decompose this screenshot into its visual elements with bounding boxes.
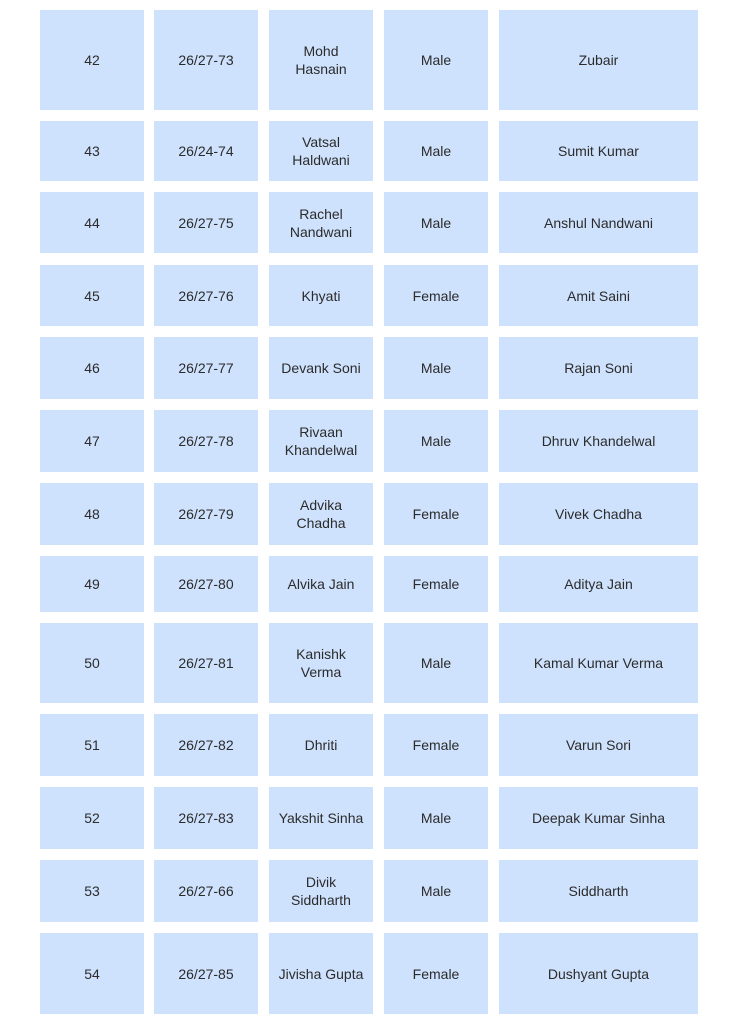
cell-student-name: [269, 192, 373, 253]
cell-parent-name-text: Rajan Soni: [564, 360, 633, 376]
cell-admission-no: [154, 483, 258, 545]
cell-student-name-text: Jivisha Gupta: [278, 965, 364, 982]
table-row: [0, 860, 738, 922]
cell-student-name-text: Mohd Hasnain: [295, 43, 347, 77]
cell-number: [40, 860, 144, 922]
cell-parent-name: [499, 714, 698, 776]
cell-gender: [384, 787, 488, 849]
cell-gender-text: Male: [420, 214, 452, 231]
cell-student-name-text: Divik Siddharth: [291, 874, 351, 908]
cell-parent-name: [499, 483, 698, 545]
cell-gender-text: Female: [412, 965, 460, 982]
cell-parent-name-text: Zubair: [578, 52, 619, 68]
table-row: [0, 556, 738, 612]
cell-number: [40, 121, 144, 181]
cell-gender: [384, 337, 488, 399]
cell-admission-no: [154, 860, 258, 922]
table-row: [0, 714, 738, 776]
table-row: [0, 623, 738, 703]
cell-gender-text: Male: [420, 655, 452, 671]
table-row: [0, 337, 738, 399]
cell-student-name-text: Alvika Jain: [287, 576, 355, 592]
cell-number: [40, 410, 144, 472]
cell-number-text: 49: [84, 576, 100, 592]
cell-parent-name: [499, 860, 698, 922]
table-row: [0, 10, 738, 110]
cell-number: [40, 265, 144, 326]
table-row: [0, 410, 738, 472]
cell-number-text: 44: [84, 214, 100, 231]
cell-admission-no: [154, 265, 258, 326]
cell-admission-no: [154, 714, 258, 776]
cell-gender: [384, 483, 488, 545]
cell-gender-text: Male: [420, 433, 452, 449]
cell-student-name-text: Dhriti: [304, 737, 338, 753]
cell-parent-name: [499, 337, 698, 399]
cell-parent-name: [499, 410, 698, 472]
cell-parent-name-text: Dhruv Khandelwal: [541, 433, 656, 449]
cell-student-name-text: Advika Chadha: [296, 497, 346, 531]
cell-student-name-text: Yakshit Sinha: [278, 810, 364, 826]
cell-gender-text: Male: [420, 143, 452, 159]
cell-admission-no-text: 26/27-77: [178, 360, 234, 376]
cell-parent-name: [499, 933, 698, 1014]
cell-admission-no: [154, 121, 258, 181]
cell-gender-text: Female: [412, 576, 460, 592]
cell-parent-name-text: Anshul Nandwani: [544, 214, 653, 231]
cell-admission-no-text: 26/27-66: [178, 883, 234, 899]
cell-parent-name-text: Amit Saini: [566, 287, 631, 304]
cell-parent-name-text: Deepak Kumar Sinha: [531, 810, 666, 826]
cell-admission-no: [154, 410, 258, 472]
cell-admission-no: [154, 10, 258, 110]
cell-parent-name-text: Vivek Chadha: [555, 506, 642, 522]
cell-gender-text: Male: [420, 360, 452, 376]
cell-student-name-text: Rivaan Khandelwal: [284, 424, 358, 458]
cell-student-name: [269, 787, 373, 849]
cell-admission-no-text: 26/27-82: [178, 737, 234, 753]
cell-number-text: 43: [84, 143, 100, 159]
cell-number: [40, 556, 144, 612]
cell-number-text: 45: [84, 287, 100, 304]
cell-admission-no: [154, 556, 258, 612]
cell-student-name: [269, 933, 373, 1014]
cell-number-text: 54: [84, 965, 100, 982]
cell-parent-name-text: Siddharth: [568, 883, 629, 899]
cell-parent-name: [499, 192, 698, 253]
cell-parent-name-text: Kamal Kumar Verma: [533, 655, 664, 671]
cell-student-name-text: Khyati: [301, 287, 341, 304]
cell-gender: [384, 714, 488, 776]
cell-parent-name: [499, 265, 698, 326]
cell-admission-no-text: 26/27-79: [178, 506, 234, 522]
cell-student-name: [269, 410, 373, 472]
cell-gender: [384, 556, 488, 612]
cell-gender-text: Male: [420, 810, 452, 826]
table-row: [0, 265, 738, 326]
cell-number: [40, 623, 144, 703]
cell-gender-text: Female: [412, 287, 460, 304]
cell-student-name: [269, 714, 373, 776]
table-row: [0, 192, 738, 253]
cell-admission-no: [154, 787, 258, 849]
table-row: [0, 787, 738, 849]
cell-student-name-text: Devank Soni: [281, 360, 361, 376]
cell-gender: [384, 265, 488, 326]
cell-gender: [384, 10, 488, 110]
cell-number-text: 42: [84, 52, 100, 68]
cell-number-text: 53: [84, 883, 100, 899]
cell-gender-text: Female: [412, 737, 460, 753]
cell-student-name-text: Vatsal Haldwani: [292, 134, 350, 168]
cell-gender-text: Male: [420, 52, 452, 68]
cell-student-name: [269, 623, 373, 703]
cell-gender: [384, 121, 488, 181]
cell-admission-no-text: 26/27-78: [178, 433, 234, 449]
table-row: [0, 121, 738, 181]
cell-gender: [384, 860, 488, 922]
cell-number-text: 46: [84, 360, 100, 376]
cell-admission-no-text: 26/27-76: [178, 287, 234, 304]
cell-student-name: [269, 121, 373, 181]
cell-parent-name: [499, 10, 698, 110]
cell-student-name-text: Rachel Nandwani: [289, 205, 353, 240]
cell-parent-name: [499, 623, 698, 703]
cell-number: [40, 933, 144, 1014]
cell-gender: [384, 933, 488, 1014]
cell-number-text: 47: [84, 433, 100, 449]
cell-admission-no: [154, 623, 258, 703]
cell-parent-name-text: Varun Sori: [565, 737, 632, 753]
cell-number: [40, 787, 144, 849]
cell-number: [40, 714, 144, 776]
cell-admission-no-text: 26/27-73: [178, 52, 234, 68]
cell-student-name: [269, 860, 373, 922]
cell-number-text: 48: [84, 506, 100, 522]
cell-student-name: [269, 265, 373, 326]
cell-parent-name: [499, 121, 698, 181]
cell-number: [40, 483, 144, 545]
cell-admission-no-text: 26/24-74: [178, 143, 234, 159]
cell-student-name: [269, 337, 373, 399]
cell-number: [40, 10, 144, 110]
cell-number: [40, 337, 144, 399]
cell-number-text: 50: [84, 655, 100, 671]
cell-number-text: 51: [84, 737, 100, 753]
table-row: [0, 933, 738, 1014]
cell-number-text: 52: [84, 810, 100, 826]
cell-student-name: [269, 556, 373, 612]
cell-admission-no-text: 26/27-85: [178, 965, 234, 982]
cell-gender-text: Female: [412, 506, 460, 522]
cell-admission-no: [154, 933, 258, 1014]
cell-admission-no: [154, 192, 258, 253]
cell-parent-name-text: Sumit Kumar: [558, 143, 639, 159]
table-row: [0, 483, 738, 545]
cell-gender: [384, 623, 488, 703]
cell-parent-name-text: Dushyant Gupta: [547, 965, 650, 982]
cell-gender: [384, 192, 488, 253]
cell-parent-name: [499, 787, 698, 849]
cell-admission-no-text: 26/27-81: [178, 655, 234, 671]
cell-parent-name-text: Aditya Jain: [564, 576, 633, 592]
cell-parent-name: [499, 556, 698, 612]
cell-admission-no-text: 26/27-80: [178, 576, 234, 592]
cell-gender: [384, 410, 488, 472]
cell-gender-text: Male: [420, 883, 452, 899]
cell-number: [40, 192, 144, 253]
cell-admission-no: [154, 337, 258, 399]
cell-admission-no-text: 26/27-83: [178, 810, 234, 826]
cell-student-name-text: Kanishk Verma: [296, 646, 346, 680]
cell-student-name: [269, 483, 373, 545]
cell-student-name: [269, 10, 373, 110]
cell-admission-no-text: 26/27-75: [178, 214, 234, 231]
